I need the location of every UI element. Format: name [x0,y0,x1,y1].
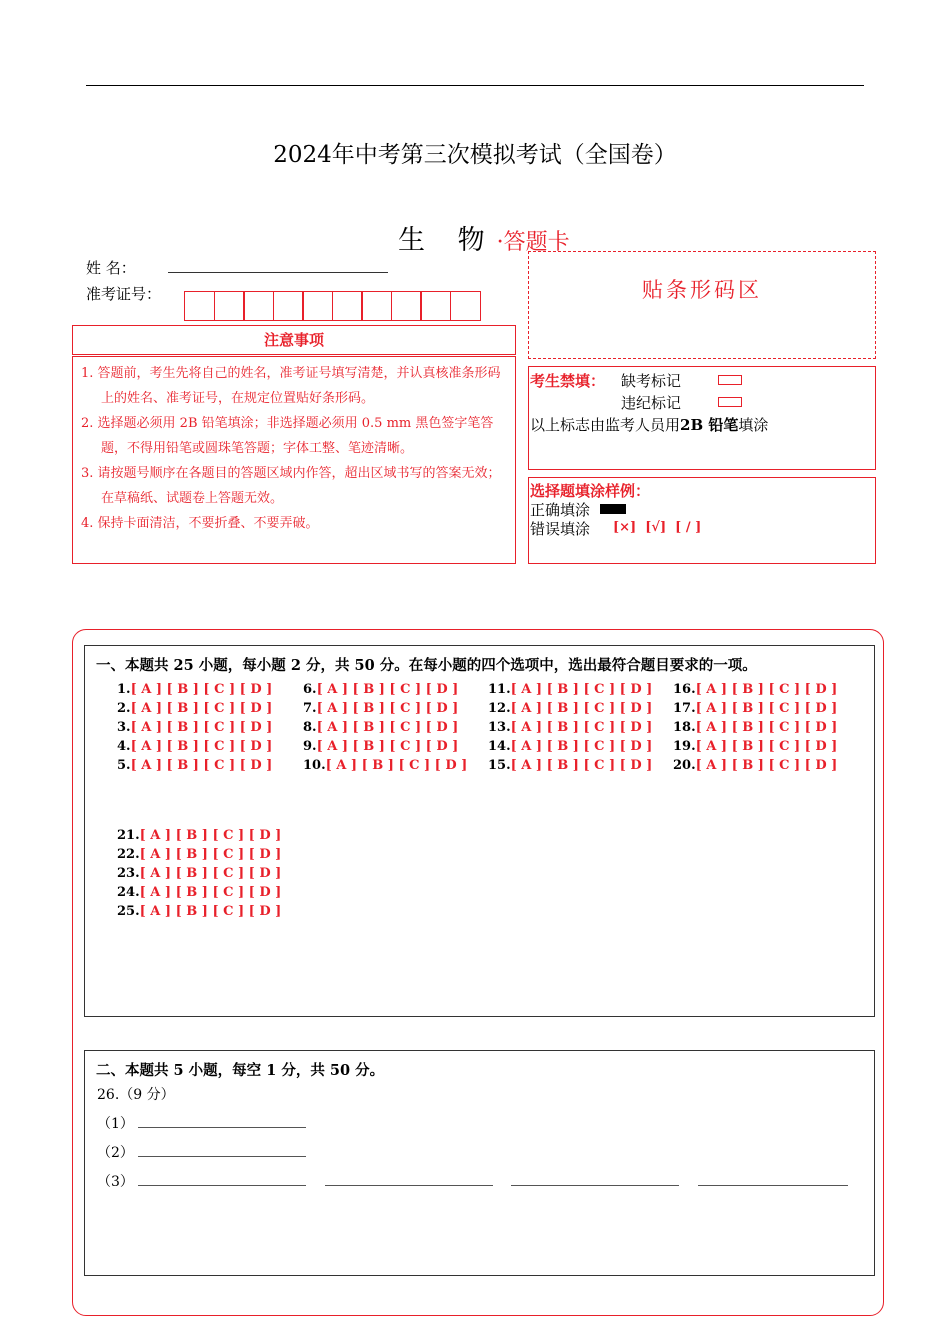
forbidden-note-prefix: 以上标志由监考人员用 [530,416,681,434]
fill-sample-box [528,477,876,564]
choice-options[interactable]: [ A ] [ B ] [ C ] [ D ] [695,701,838,716]
answer-line[interactable] [138,1115,306,1128]
barcode-label: 贴条形码区 [642,278,762,302]
question-number: 16. [673,682,696,697]
choice-question-row[interactable] [117,864,281,883]
forbidden-note [530,414,768,435]
choice-options[interactable]: [ A ] [ B ] [ C ] [ D ] [316,701,459,716]
question-number: 24. [117,885,140,900]
forbidden-title: 考生禁填： [530,372,606,390]
choice-options[interactable]: [ A ] [ B ] [ C ] [ D ] [316,682,459,697]
note-item: 2. 选择题必须用 2B 铅笔填涂；非选择题必须用 0.5 mm 黑色签字笔答题，不得用铅笔或圆珠笔答题；字体工整、笔迹清晰。 [81,416,494,456]
id-digit-box[interactable] [332,291,363,321]
question-26-label: 26.（9 分） [97,1087,175,1103]
sub-question-3 [97,1171,848,1191]
notes-title: 注意事项 [72,325,516,355]
question-number: 18. [673,720,696,735]
id-digit-box[interactable] [273,291,304,321]
choice-options[interactable]: [ A ] [ B ] [ C ] [ D ] [139,904,282,919]
absent-label: 缺考标记 [621,372,682,390]
choice-options[interactable]: [ A ] [ B ] [ C ] [ D ] [325,758,468,773]
choice-options[interactable]: [ A ] [ B ] [ C ] [ D ] [510,739,653,754]
choice-options[interactable]: [ A ] [ B ] [ C ] [ D ] [130,682,273,697]
name-field[interactable] [168,272,388,273]
answer-line[interactable] [698,1173,848,1186]
subject-name: 生 物 [398,225,497,256]
choice-options[interactable]: [ A ] [ B ] [ C ] [ D ] [316,739,459,754]
note-item: 1. 答题前，考生先将自己的姓名，准考证号填写清楚，并认真核准条形码上的姓名、准考证号，在规定位置贴好条形码。 [81,366,501,406]
choice-question-row[interactable] [673,756,837,775]
choice-question-row[interactable] [488,699,652,718]
wrong-fill-marks: [×] [√] [ / ] [613,520,702,535]
exam-title: 2024年中考第三次模拟考试（全国卷） [273,142,677,168]
question-number: 23. [117,866,140,881]
question-number: 12. [488,701,511,716]
choice-question-row[interactable] [303,756,467,775]
section-2-box [84,1050,875,1276]
id-digit-box[interactable] [361,291,392,321]
sub-question-2-label: （2） [97,1145,134,1161]
question-number: 14. [488,739,511,754]
choice-options[interactable]: [ A ] [ B ] [ C ] [ D ] [130,701,273,716]
question-column [303,680,467,775]
choice-question-row[interactable] [303,680,467,699]
choice-question-row[interactable] [117,845,281,864]
choice-options[interactable]: [ A ] [ B ] [ C ] [ D ] [695,758,838,773]
choice-question-row[interactable] [673,699,837,718]
choice-question-row[interactable] [488,756,652,775]
section-1-box [84,645,875,1017]
question-number: 8. [303,720,317,735]
choice-options[interactable]: [ A ] [ B ] [ C ] [ D ] [130,720,273,735]
choice-question-row[interactable] [117,737,272,756]
barcode-area [528,251,876,359]
choice-question-row[interactable] [117,680,272,699]
section-1-title: 一、本题共 25 小题，每小题 2 分，共 50 分。在每小题的四个选项中，选出最符合题目要求的一项。 [96,657,757,674]
choice-options[interactable]: [ A ] [ B ] [ C ] [ D ] [695,720,838,735]
choice-options[interactable]: [ A ] [ B ] [ C ] [ D ] [510,720,653,735]
id-digit-box[interactable] [450,291,481,321]
sub-question-2 [97,1142,306,1162]
sub-question-3-label: （3） [97,1174,134,1190]
question-column [488,680,652,775]
question-number: 1. [117,682,131,697]
notes-box [72,356,516,564]
choice-question-row[interactable] [303,737,467,756]
question-number: 7. [303,701,317,716]
answer-line[interactable] [325,1173,493,1186]
violation-mark-box[interactable] [718,397,742,407]
choice-question-row[interactable] [673,718,837,737]
choice-question-row[interactable] [117,699,272,718]
choice-question-row[interactable] [303,699,467,718]
note-item: 3. 请按题号顺序在各题目的答题区域内作答，超出区域书写的答案无效；在草稿纸、试题卷上答题无效。 [81,466,501,506]
id-digit-box[interactable] [184,291,215,321]
choice-options[interactable]: [ A ] [ B ] [ C ] [ D ] [316,720,459,735]
forbidden-box [528,366,876,470]
choice-options[interactable]: [ A ] [ B ] [ C ] [ D ] [130,758,273,773]
choice-options[interactable]: [ A ] [ B ] [ C ] [ D ] [695,739,838,754]
forbidden-note-bold: 2B 铅笔 [680,416,739,434]
answer-line[interactable] [138,1144,306,1157]
question-number: 22. [117,847,140,862]
absent-mark-box[interactable] [718,375,742,385]
question-column [117,826,281,921]
wrong-fill-label: 错误填涂 [530,520,591,538]
forbidden-note-suffix: 填涂 [738,416,769,434]
subject-suffix: ·答题卡 [496,230,570,255]
question-column [117,680,272,775]
violation-label: 违纪标记 [621,394,682,412]
choice-options[interactable]: [ A ] [ B ] [ C ] [ D ] [510,682,653,697]
correct-fill-label: 正确填涂 [530,501,591,519]
question-number: 20. [673,758,696,773]
choice-question-row[interactable] [117,826,281,845]
choice-options[interactable]: [ A ] [ B ] [ C ] [ D ] [139,866,282,881]
choice-question-row[interactable] [673,680,837,699]
choice-question-row[interactable] [117,718,272,737]
id-digit-box[interactable] [391,291,422,321]
choice-question-row[interactable] [303,718,467,737]
question-number: 11. [488,682,511,697]
answer-line[interactable] [138,1173,306,1186]
question-number: 10. [303,758,326,773]
choice-question-row[interactable] [488,680,652,699]
question-number: 21. [117,828,140,843]
question-number: 4. [117,739,131,754]
choice-options[interactable]: [ A ] [ B ] [ C ] [ D ] [510,701,653,716]
sub-question-1-label: （1） [97,1116,134,1132]
choice-question-row[interactable] [488,737,652,756]
question-number: 5. [117,758,131,773]
sub-question-1 [97,1113,306,1133]
question-number: 9. [303,739,317,754]
question-number: 13. [488,720,511,735]
choice-options[interactable]: [ A ] [ B ] [ C ] [ D ] [139,828,282,843]
id-digit-box[interactable] [214,291,245,321]
question-number: 3. [117,720,131,735]
fill-sample-title: 选择题填涂样例： [530,482,651,500]
choice-options[interactable]: [ A ] [ B ] [ C ] [ D ] [139,847,282,862]
section-2-title: 二、本题共 5 小题，每空 1 分，共 50 分。 [96,1062,385,1079]
choice-question-row[interactable] [117,902,281,921]
top-rule [86,85,864,86]
choice-options[interactable]: [ A ] [ B ] [ C ] [ D ] [510,758,653,773]
question-number: 19. [673,739,696,754]
choice-options[interactable]: [ A ] [ B ] [ C ] [ D ] [695,682,838,697]
question-number: 6. [303,682,317,697]
answer-line[interactable] [511,1173,679,1186]
question-column [673,680,837,775]
question-number: 17. [673,701,696,716]
question-number: 25. [117,904,140,919]
id-digit-box[interactable] [302,291,333,321]
name-label: 姓 名： [86,259,136,277]
choice-question-row[interactable] [488,718,652,737]
choice-options[interactable]: [ A ] [ B ] [ C ] [ D ] [139,885,282,900]
correct-fill-mark [600,504,626,514]
choice-question-row[interactable] [673,737,837,756]
question-number: 2. [117,701,131,716]
id-digit-box[interactable] [243,291,274,321]
choice-question-row[interactable] [117,756,272,775]
id-digit-box[interactable] [420,291,451,321]
question-number: 15. [488,758,511,773]
id-number-boxes[interactable] [184,291,479,321]
id-label: 准考证号： [86,285,162,303]
choice-options[interactable]: [ A ] [ B ] [ C ] [ D ] [130,739,273,754]
choice-question-row[interactable] [117,883,281,902]
note-item: 4. 保持卡面清洁，不要折叠、不要弄破。 [81,516,319,531]
